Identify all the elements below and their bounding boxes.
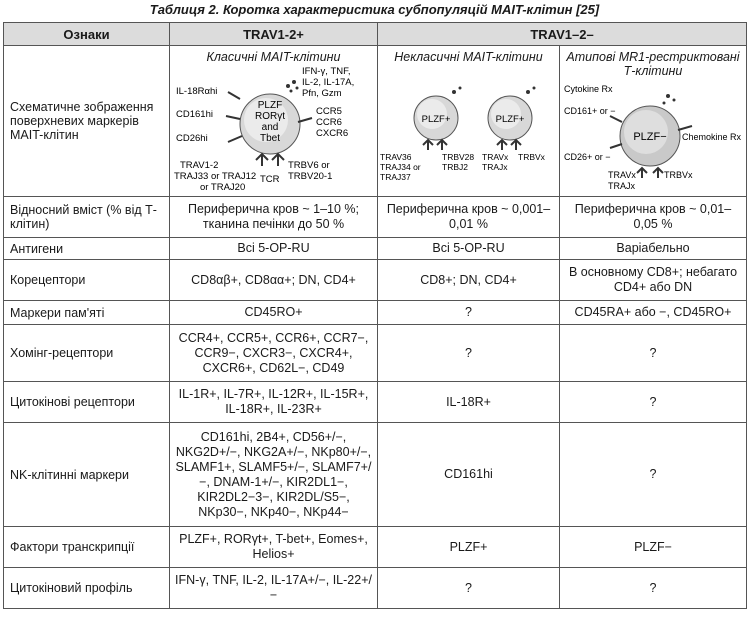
classic-cell-text-2: and [261, 122, 279, 133]
label-il18r: IL-18Rαhi [176, 86, 218, 97]
cell-nonclassic: CD161hi [378, 423, 560, 527]
label-trav-atyp: TRAVx [608, 170, 636, 180]
cell-atypical: CD45RA+ або −, CD45RO+ [560, 301, 747, 325]
cell-nonclassic: ? [378, 301, 560, 325]
label-tcr: TCR [260, 174, 280, 185]
cell-trav-pos: CCR4+, CCR5+, CCR6+, CCR7−, CCR9−, CXCR3−, CXCR4+, CXCR6+, CD62L−, CD49 [170, 325, 378, 382]
cytokine-dot-icon [292, 80, 296, 84]
table-row [4, 527, 747, 568]
label-cytokines-0: IFN-γ, TNF, [302, 66, 351, 77]
table-caption: Таблиця 2. Коротка характеристика субпопуляцій MAIT-клітин [25] [149, 2, 600, 17]
cytokine-dot-icon [290, 90, 293, 93]
label-cytokines-1: IL-2, IL-17A, [302, 77, 355, 88]
receptor-cd26-icon [228, 136, 242, 142]
cytokine-dot-icon [459, 87, 462, 90]
receptor-cd161-icon [226, 116, 240, 119]
label-trajx: TRAJx [482, 162, 508, 172]
cell-atypical: ? [560, 325, 747, 382]
cytokine-dot-icon [666, 94, 670, 98]
label-ccr6: CCR6 [316, 117, 342, 128]
schema-label: Схематичне зображення поверхневих маркерів MAIT-клітин [4, 46, 170, 197]
cell-atypical: В основному CD8+; небагато CD4+ або DN [560, 260, 747, 301]
cytokine-dot-icon [286, 84, 290, 88]
cell-nonclassic: Периферична кров ~ 0,001–0,01 % [378, 197, 560, 238]
nonclassic-title: Некласичні MAIT-клітини [394, 50, 543, 64]
cell-nonclassic: PLZF+ [378, 527, 560, 568]
cell-atypical: ? [560, 423, 747, 527]
label-travx: TRAVx [482, 152, 509, 162]
receptor-cd26-icon [610, 144, 622, 148]
cell-trav-pos: IFN-γ, TNF, IL-2, IL-17A+/−, IL-22+/− [170, 568, 378, 609]
label-trav36: TRAV36 [380, 152, 412, 162]
label-cd161: CD161hi [176, 109, 213, 120]
row-label: Відносний вміст (% від Т-клітин) [4, 197, 170, 238]
nonclassic-cell-2-text: PLZF+ [495, 114, 525, 125]
cell-nonclassic: IL-18R+ [378, 382, 560, 423]
row-label: Хомінг-рецептори [4, 325, 170, 382]
label-trbvx: TRBVx [518, 152, 545, 162]
label-chemokine-rx: Chemokine Rx [682, 132, 742, 142]
cell-atypical: ? [560, 382, 747, 423]
cytokine-dot-icon [673, 99, 676, 102]
tcr-beta-icon [653, 168, 663, 178]
atypical-cell-text: PLZF− [633, 131, 667, 143]
classic-title: Класичні MAIT-клітини [206, 50, 341, 64]
label-trav12: TRAV1-2 [180, 160, 219, 171]
cell-atypical: Периферична кров ~ 0,01–0,05 % [560, 197, 747, 238]
row-label: Цитокіновий профіль [4, 568, 170, 609]
nonclassic-mait-diagram [378, 64, 558, 192]
cell-trav-pos: CD161hi, 2B4+, CD56+/−, NKG2D+/−, NKG2A+/−, NKp80+/−, SLAMF1+, SLAMF5+/−, SLAMF7+/−, DNAM-1+/−, KIR2DL1−, KIR2DL2−3−, KIR2DL/S5−, NKp30−, NKp40−, NKp44− [170, 423, 378, 527]
table-row [4, 568, 747, 609]
cell-trav-pos: IL-1R+, IL-7R+, IL-12R+, IL-15R+, IL-18R+, IL-23R+ [170, 382, 378, 423]
classic-cell-text-3: Tbet [259, 133, 281, 144]
label-ccr5: CCR5 [316, 106, 342, 117]
table-row [4, 238, 747, 260]
classic-cell-text-1: RORγt [255, 111, 285, 122]
cell-atypical: Варіабельно [560, 238, 747, 260]
tcr-beta-icon [437, 140, 447, 150]
label-traj37: TRAJ37 [380, 172, 411, 182]
tcr-alpha-icon [423, 140, 433, 150]
cell-trav-pos: CD45RO+ [170, 301, 378, 325]
tcr-alpha-icon [637, 168, 647, 178]
row-label: Маркери пам'яті [4, 301, 170, 325]
label-trbv-0: TRBV6 or [288, 160, 330, 171]
row-label: NK-клітинні маркери [4, 423, 170, 527]
atypical-mr1-diagram [560, 78, 744, 192]
label-cytokine-rx: Cytokine Rx [564, 84, 613, 94]
label-cd26-atyp: CD26+ or − [564, 152, 611, 162]
header-features: Ознаки [4, 23, 170, 46]
schema-row [4, 46, 747, 197]
label-traj-1: or TRAJ20 [200, 182, 246, 192]
header-trav-neg: TRAV1–2– [378, 23, 747, 46]
cytokine-dot-icon [296, 87, 299, 90]
cell-nonclassic: CD8+; DN, CD4+ [378, 260, 560, 301]
cytokine-dot-icon [533, 87, 536, 90]
cell-nonclassic: Всі 5-OP-RU [378, 238, 560, 260]
cytokine-dot-icon [452, 90, 456, 94]
nonclassic-cell-1-text: PLZF+ [421, 114, 451, 125]
cell-nonclassic: ? [378, 325, 560, 382]
receptor-il18-icon [228, 92, 240, 99]
label-cd161-atyp: CD161+ or − [564, 106, 616, 116]
row-label: Фактори транскрипції [4, 527, 170, 568]
header-trav-pos: TRAV1-2+ [170, 23, 378, 46]
cell-atypical: ? [560, 568, 747, 609]
cytokine-dot-icon [526, 90, 530, 94]
mait-table [3, 22, 747, 609]
table-row [4, 197, 747, 238]
tcr-beta-icon [272, 154, 284, 166]
atypical-title: Атипові MR1-рестриктовані Т-клітини [566, 50, 740, 78]
tcr-alpha-icon [497, 140, 507, 150]
label-traj-0: TRAJ33 or TRAJ12 [174, 171, 257, 182]
label-cxcr6: CXCR6 [316, 128, 349, 139]
table-row [4, 301, 747, 325]
cell-nonclassic: ? [378, 568, 560, 609]
cell-atypical: PLZF− [560, 527, 747, 568]
row-label: Антигени [4, 238, 170, 260]
schema-nonclassic [378, 46, 560, 197]
row-label: Корецептори [4, 260, 170, 301]
tcr-beta-icon [511, 140, 521, 150]
table-row [4, 260, 747, 301]
cell-trav-pos: Периферична кров ~ 1–10 %; тканина печінки до 50 % [170, 197, 378, 238]
row-label: Цитокінові рецептори [4, 382, 170, 423]
header-row [4, 23, 747, 46]
classic-mait-diagram [170, 64, 376, 192]
table-row [4, 423, 747, 527]
table-row [4, 325, 747, 382]
label-trbv-1: TRBV20-1 [288, 171, 333, 182]
table-row [4, 382, 747, 423]
tcr-alpha-icon [256, 154, 268, 166]
label-cytokines-2: Pfn, Gzm [302, 88, 342, 99]
label-cd26: CD26hi [176, 133, 208, 144]
receptor-cd161-icon [610, 116, 622, 122]
label-trbj2: TRBJ2 [442, 162, 468, 172]
label-traj34: TRAJ34 or [380, 162, 421, 172]
receptor-chemokine-icon [678, 126, 692, 130]
cytokine-dot-icon [663, 102, 666, 105]
cell-trav-pos: CD8αβ+, CD8αα+; DN, CD4+ [170, 260, 378, 301]
schema-atypical [560, 46, 747, 197]
schema-classic [170, 46, 378, 197]
cell-trav-pos: PLZF+, RORγt+, T-bet+, Eomes+, Helios+ [170, 527, 378, 568]
label-trbv28: TRBV28 [442, 152, 475, 162]
label-traj-atyp: TRAJx [608, 181, 635, 191]
cell-trav-pos: Всі 5-OP-RU [170, 238, 378, 260]
label-trbv-atyp: TRBVx [664, 170, 693, 180]
classic-cell-text-0: PLZF [257, 100, 283, 111]
